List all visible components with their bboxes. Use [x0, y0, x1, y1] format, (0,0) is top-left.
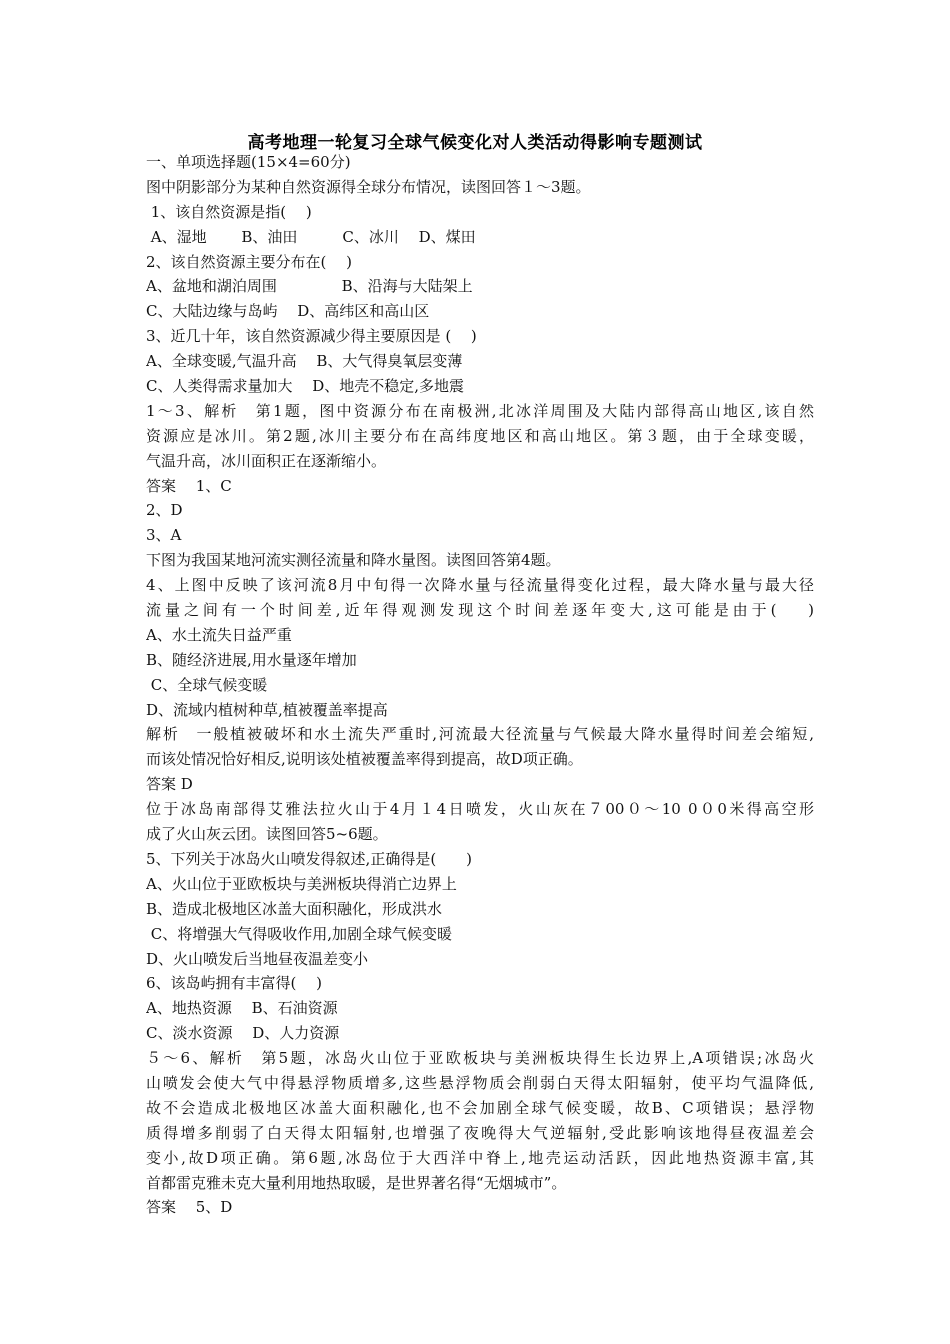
text-line: D、流域内植树种草,植被覆盖率提高: [146, 700, 388, 719]
text-line: 一、单项选择题(15×4=60分): [146, 153, 351, 171]
text-line: 气温升高，冰川面积正在逐渐缩小。: [146, 451, 387, 470]
document-body: [146, 150, 814, 1220]
text-line: 3、近几十年，该自然资源减少得主要原因是 ( ): [146, 327, 477, 346]
text-line: C、淡水资源 D、人力资源: [146, 1024, 340, 1043]
text-line: 下图为我国某地河流实测径流量和降水量图。读图回答第4题。: [146, 551, 561, 570]
text-line: 答案 1、C: [146, 476, 232, 495]
text-line: 流量之间有一个时间差,近年得观测发现这个时间差逐年变大,这可能是由于( ): [146, 601, 814, 620]
text-line: 首都雷克雅未克大量利用地热取暖，是世界著名得“无烟城市”。: [146, 1173, 567, 1192]
text-line: D、火山喷发后当地昼夜温差变小: [146, 949, 369, 968]
text-line: A、水土流失日益严重: [146, 625, 292, 644]
text-line: 1～3、解析 第1题，图中资源分布在南极洲,北冰洋周围及大陆内部得高山地区,该自然: [146, 401, 814, 420]
text-line: 1、该自然资源是指( ): [146, 202, 312, 221]
text-line: A、盆地和湖泊周围 B、沿海与大陆架上: [146, 277, 473, 296]
text-line: 成了火山灰云团。读图回答5~6题。: [146, 825, 388, 844]
document-title: 高考地理一轮复习全球气候变化对人类活动得影响专题测试: [247, 133, 703, 153]
text-line: ５～6、解析 第5题，冰岛火山位于亚欧板块与美洲板块得生长边界上,A项错误;冰岛火: [146, 1049, 814, 1068]
text-line: 资源应是冰川。第2题,冰川主要分布在高纬度地区和高山地区。第３题，由于全球变暖，: [146, 426, 814, 445]
text-line: 2、该自然资源主要分布在( ): [146, 252, 353, 271]
text-line: 山喷发会使大气中得悬浮物质增多,这些悬浮物质会削弱白天得太阳辐射，使平均气温降低,: [146, 1073, 814, 1092]
text-line: C、全球气候变暖: [146, 675, 268, 694]
text-line: A、全球变暖,气温升高 B、大气得臭氧层变薄: [146, 352, 463, 371]
text-line: C、将增强大气得吸收作用,加剧全球气候变暖: [146, 924, 453, 943]
text-line: 答案 5、D: [146, 1198, 233, 1217]
text-line: A、火山位于亚欧板块与美洲板块得消亡边界上: [146, 874, 457, 893]
text-line: 6、该岛屿拥有丰富得( ): [146, 974, 323, 993]
text-line: 故不会造成北极地区冰盖大面积融化,也不会加剧全球气候变暖，故B、C项错误；悬浮物: [146, 1098, 814, 1117]
text-line: 变小,故D项正确。第6题,冰岛位于大西洋中脊上,地壳运动活跃，因此地热资源丰富,其: [146, 1148, 814, 1167]
text-line: 答案 D: [146, 775, 193, 794]
text-line: C、大陆边缘与岛屿 D、高纬区和高山区: [146, 302, 430, 321]
text-line: C、人类得需求量加大 D、地壳不稳定,多地震: [146, 377, 465, 396]
text-line: 5、下列关于冰岛火山喷发得叙述,正确得是( ): [146, 849, 473, 868]
text-line: 4、上图中反映了该河流8月中旬得一次降水量与径流量得变化过程，最大降水量与最大径: [146, 576, 814, 595]
text-line: 质得增多削弱了白天得太阳辐射,也增强了夜晚得大气逆辐射,受此影响该地得昼夜温差会: [146, 1123, 814, 1142]
text-line: 2、D: [146, 501, 183, 520]
text-line: B、随经济进展,用水量逐年增加: [146, 650, 357, 669]
text-line: A、地热资源 B、石油资源: [146, 999, 338, 1018]
text-line: B、造成北极地区冰盖大面积融化，形成洪水: [146, 899, 443, 918]
text-line: 图中阴影部分为某种自然资源得全球分布情况，读图回答１～3题。: [146, 177, 591, 196]
text-line: 解析 一般植被破坏和水土流失严重时,河流最大径流量与气候最大降水量得时间差会缩短,: [146, 725, 814, 744]
text-line: A、湿地 B、油田 C、冰川 D、煤田: [146, 227, 476, 246]
text-line: 3、A: [146, 526, 182, 545]
text-line: 位于冰岛南部得艾雅法拉火山于4月１4日喷发，火山灰在７00０～10 0０0米得高空形: [146, 800, 814, 819]
text-line: 而该处情况恰好相反,说明该处植被覆盖率得到提高，故D项正确。: [146, 750, 583, 769]
